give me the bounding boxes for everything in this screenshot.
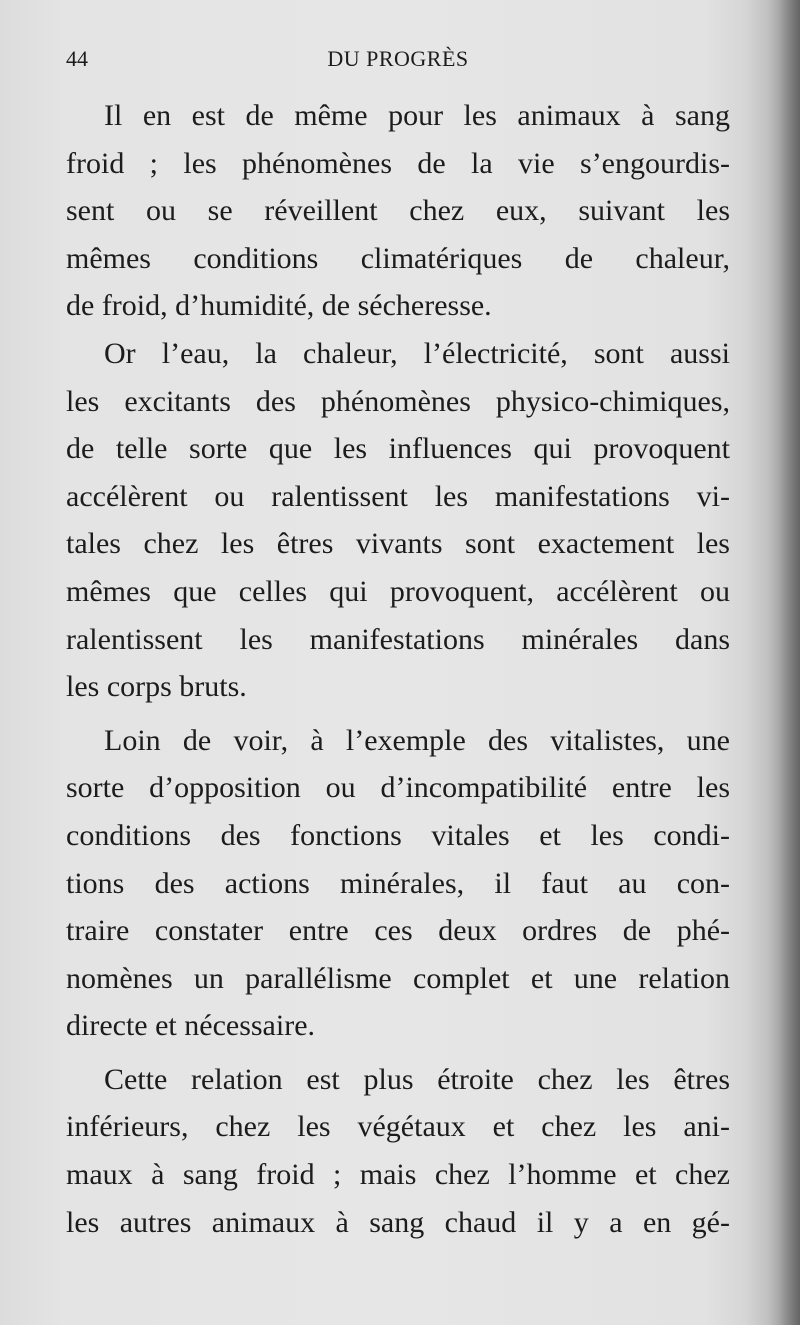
- paragraph-3: [66, 717, 730, 1050]
- text-line: directe et nécessaire.: [66, 1009, 316, 1043]
- running-title: DU PROGRÈS: [327, 46, 469, 71]
- text-line: traire constater entre ces deux ordres de phé-: [66, 914, 730, 948]
- paragraph-2: [66, 330, 730, 711]
- text-line: tions des actions minérales, il faut au con-: [66, 866, 730, 900]
- text-line: sorte d’opposition ou d’incompatibilité entre les: [66, 771, 730, 805]
- text-line: de froid, d’humidité, de sécheresse.: [66, 289, 492, 323]
- text-line: ralentissent les manifestations minérales dans: [66, 622, 730, 656]
- text-line: accélèrent ou ralentissent les manifestations vi-: [66, 479, 730, 513]
- text-line: mêmes conditions climatériques de chaleur,: [66, 241, 730, 275]
- text-line: nomènes un parallélisme complet et une relation: [66, 961, 730, 995]
- page-edge-shadow: [745, 0, 800, 1325]
- text-line: Or l’eau, la chaleur, l’électricité, sont aussi: [104, 336, 730, 370]
- text-line: Cette relation est plus étroite chez les êtres: [104, 1062, 730, 1096]
- text-line: conditions des fonctions vitales et les condi-: [66, 818, 730, 852]
- paragraph-4: [66, 1056, 730, 1246]
- page-header: [66, 46, 730, 76]
- body-text: [66, 92, 730, 1246]
- text-line: Il en est de même pour les animaux à sang: [104, 99, 730, 132]
- text-line: inférieurs, chez les végétaux et chez les ani-: [66, 1110, 730, 1144]
- text-line: les autres animaux à sang chaud il y a en gé-: [66, 1205, 730, 1239]
- text-line: Loin de voir, à l’exemple des vitalistes, une: [104, 723, 730, 757]
- text-line: sent ou se réveillent chez eux, suivant les: [66, 194, 730, 228]
- page-number: 44: [66, 46, 88, 71]
- text-line: maux à sang froid ; mais chez l’homme et chez: [66, 1158, 730, 1192]
- text-line: mêmes que celles qui provoquent, accélèrent ou: [66, 574, 730, 608]
- text-line: de telle sorte que les influences qui provoquent: [66, 432, 730, 466]
- text-line: tales chez les êtres vivants sont exactement les: [66, 527, 730, 561]
- paragraph-1: [66, 92, 730, 330]
- text-line: les corps bruts.: [66, 670, 247, 704]
- text-line: froid ; les phénomènes de la vie s’engourdis-: [66, 146, 730, 180]
- text-line: les excitants des phénomènes physico-chimiques,: [66, 384, 730, 418]
